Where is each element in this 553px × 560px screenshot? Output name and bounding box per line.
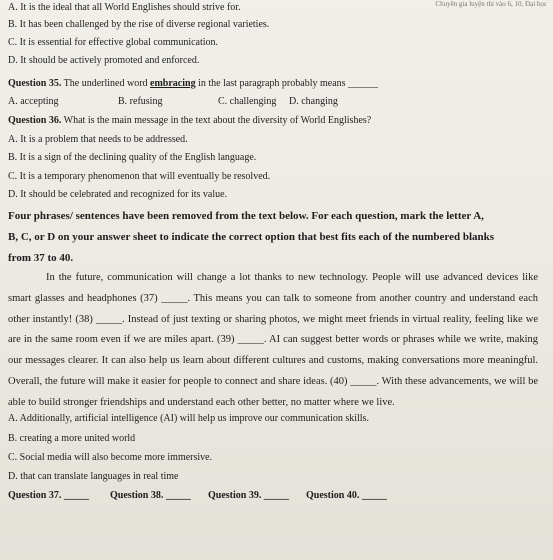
q35-option-a: A. accepting xyxy=(8,96,59,107)
q34-option-d: D. It should be actively promoted and enforced. xyxy=(8,55,200,66)
reading-passage xyxy=(8,268,538,414)
question-35-options xyxy=(8,96,338,108)
gap-option-d: D. that can translate languages in real time xyxy=(8,471,179,482)
q34-option-c: C. It is essential for effective global communication. xyxy=(8,37,219,48)
instruction-line-1: Four phrases/ sentences have been removed from the text below. For each question, mark the letter A, xyxy=(8,210,484,222)
q35-option-b: B. refusing xyxy=(118,96,163,107)
question-35-label: Question 35. xyxy=(8,78,62,89)
underlined-word: embracing xyxy=(150,78,196,89)
page-header: Chuyên gia luyện thi vào 6, 10, Đại học xyxy=(435,0,547,8)
q36-option-d: D. It should be celebrated and recognized for its value. xyxy=(8,189,228,200)
q34-option-b: B. It has been challenged by the rise of diverse regional varieties. xyxy=(8,19,270,30)
question-36-label: Question 36. xyxy=(8,115,62,126)
instruction-line-2: B, C, or D on your answer sheet to indicate the correct option that best fits each of the numbered blanks xyxy=(8,231,495,243)
answer-39: Question 39. _____ xyxy=(208,490,289,501)
question-35-stem: Question 35. The underlined word embracing in the last paragraph probably means ______ xyxy=(8,78,379,89)
answer-line xyxy=(8,490,387,502)
q35-option-c: C. challenging xyxy=(218,96,277,107)
gap-option-a: A. Additionally, artificial intelligence (AI) will help us improve our communication skills. xyxy=(8,413,369,424)
gap-option-c: C. Social media will also become more immersive. xyxy=(8,452,213,463)
instruction-line-3: from 37 to 40. xyxy=(8,252,74,264)
question-35-blank: ______ xyxy=(348,78,379,89)
q35-option-d: D. changing xyxy=(289,96,338,107)
passage-text: In the future, communication will change a lot thanks to new technology. People will use advanced devices like smart glasses and headphones (37) _____. This means you can talk to someone from another country and understand each other instantly! (38) _____. Instead of just texting or sharing photos, we might meet friends in virtual reality, feeling like we are in the same room even if we are miles apart. (39) _____. AI can suggest better words or phrases while we write, making our messages clearer. It can also help us learn about different cultures and customs, making conversations more meaningful. Overall, the future will make it easier for people to connect and share ideas. (40) _____. With these advancements, we will be able to build stronger friendships and understand each other better, no matter where we live. xyxy=(8,272,538,408)
q36-option-c: C. It is a temporary phenomenon that will eventually be resolved. xyxy=(8,171,271,182)
answer-37: Question 37. _____ xyxy=(8,490,89,501)
gap-option-b: B. creating a more united world xyxy=(8,433,136,444)
q34-option-a: A. It is the ideal that all World Englishes should strive for. xyxy=(8,2,241,13)
q36-option-b: B. It is a sign of the declining quality of the English language. xyxy=(8,152,257,163)
answer-40: Question 40. _____ xyxy=(306,490,387,501)
question-36-stem: Question 36. What is the main message in the text about the diversity of World Englishes? xyxy=(8,115,372,126)
q36-option-a: A. It is a problem that needs to be addressed. xyxy=(8,134,188,145)
answer-38: Question 38. _____ xyxy=(110,490,191,501)
